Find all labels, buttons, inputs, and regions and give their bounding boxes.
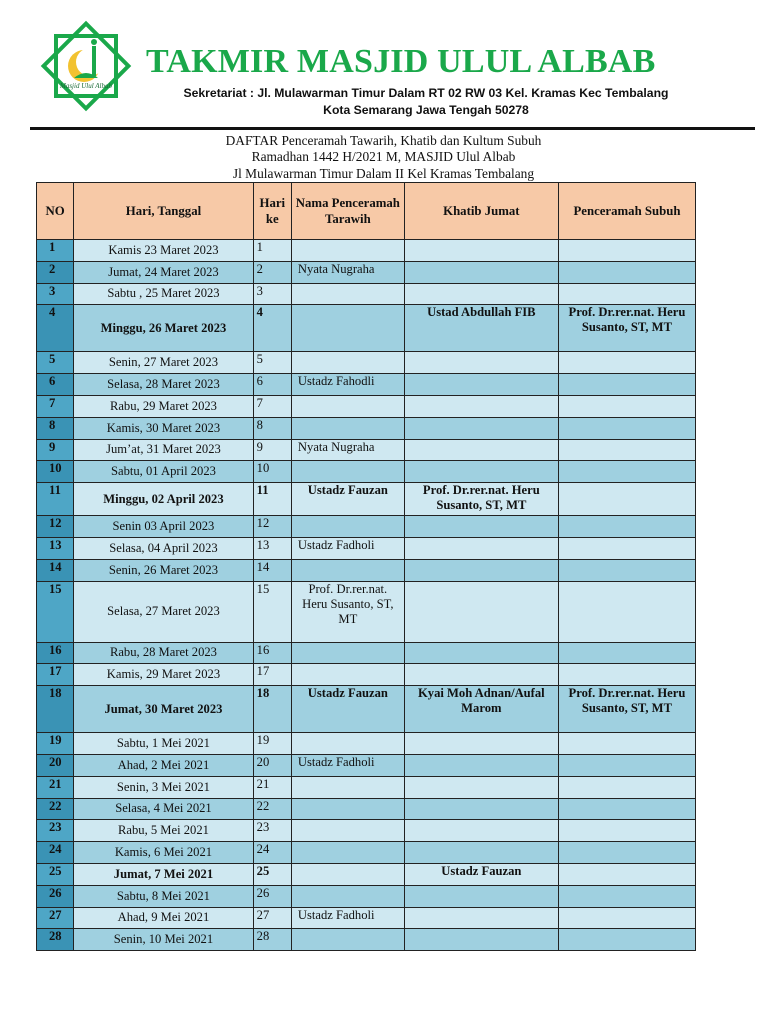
table-row — [37, 537, 696, 559]
cell-date: Kamis 23 Maret 2023 — [74, 240, 253, 262]
cell-tarawih — [291, 417, 404, 439]
cell-no: 7 — [37, 395, 74, 417]
table-row — [37, 686, 696, 733]
cell-day-number: 17 — [253, 664, 291, 686]
cell-day-number: 1 — [253, 240, 291, 262]
cell-khatib — [404, 559, 558, 581]
cell-no: 3 — [37, 283, 74, 305]
cell-khatib — [404, 261, 558, 283]
table-row — [37, 642, 696, 664]
cell-tarawih: Ustadz Fadholi — [291, 537, 404, 559]
cell-date: Selasa, 27 Maret 2023 — [74, 581, 253, 642]
cell-no: 24 — [37, 842, 74, 864]
cell-date: Selasa, 28 Maret 2023 — [74, 374, 253, 396]
cell-subuh — [558, 842, 695, 864]
cell-subuh — [558, 439, 695, 461]
cell-date: Rabu, 28 Maret 2023 — [74, 642, 253, 664]
column-header-day-number: Hari ke — [253, 183, 291, 240]
table-row — [37, 461, 696, 483]
cell-tarawih: Nyata Nugraha — [291, 261, 404, 283]
cell-no: 28 — [37, 929, 74, 951]
heading-line-1: DAFTAR Penceramah Tawarih, Khatib dan Kultum Subuh — [225, 133, 542, 148]
cell-day-number: 20 — [253, 754, 291, 776]
cell-tarawih — [291, 395, 404, 417]
cell-date: Ahad, 2 Mei 2021 — [74, 754, 253, 776]
cell-khatib — [404, 240, 558, 262]
table-row — [37, 395, 696, 417]
table-row — [37, 820, 696, 842]
cell-no: 5 — [37, 352, 74, 374]
heading-line-3: Jl Mulawarman Timur Dalam II Kel Kramas Tembalang — [232, 165, 535, 181]
cell-subuh — [558, 885, 695, 907]
cell-date: Kamis, 30 Maret 2023 — [74, 417, 253, 439]
heading-line-2: Ramadhan 1442 H/2021 M, MASJID Ulul Albab — [251, 149, 516, 165]
cell-no: 27 — [37, 907, 74, 929]
cell-khatib — [404, 417, 558, 439]
cell-day-number: 11 — [253, 483, 291, 516]
cell-no: 16 — [37, 642, 74, 664]
cell-date: Senin 03 April 2023 — [74, 516, 253, 538]
star-emblem-icon — [40, 20, 132, 112]
cell-tarawih — [291, 820, 404, 842]
cell-date: Sabtu, 1 Mei 2021 — [74, 733, 253, 755]
cell-khatib — [404, 395, 558, 417]
cell-tarawih — [291, 461, 404, 483]
cell-subuh — [558, 798, 695, 820]
cell-no: 1 — [37, 240, 74, 262]
cell-date: Kamis, 29 Maret 2023 — [74, 664, 253, 686]
cell-day-number: 19 — [253, 733, 291, 755]
cell-khatib — [404, 352, 558, 374]
table-row — [37, 929, 696, 951]
cell-tarawih — [291, 664, 404, 686]
cell-day-number: 2 — [253, 261, 291, 283]
cell-date: Rabu, 29 Maret 2023 — [74, 395, 253, 417]
cell-day-number: 25 — [253, 863, 291, 885]
cell-no: 2 — [37, 261, 74, 283]
schedule-table — [36, 182, 696, 951]
cell-tarawih — [291, 798, 404, 820]
cell-day-number: 15 — [253, 581, 291, 642]
cell-no: 18 — [37, 686, 74, 733]
cell-tarawih — [291, 863, 404, 885]
cell-subuh — [558, 664, 695, 686]
cell-tarawih: Ustadz Fadholi — [291, 907, 404, 929]
cell-day-number: 14 — [253, 559, 291, 581]
table-row — [37, 754, 696, 776]
cell-day-number: 16 — [253, 642, 291, 664]
cell-day-number: 8 — [253, 417, 291, 439]
table-row — [37, 352, 696, 374]
page-title: TAKMIR MASJID ULUL ALBAB — [146, 43, 656, 80]
cell-subuh — [558, 516, 695, 538]
cell-khatib — [404, 374, 558, 396]
cell-day-number: 18 — [253, 686, 291, 733]
cell-no: 4 — [37, 305, 74, 352]
cell-khatib — [404, 537, 558, 559]
cell-subuh — [558, 352, 695, 374]
cell-subuh — [558, 581, 695, 642]
cell-khatib — [404, 754, 558, 776]
cell-khatib: Prof. Dr.rer.nat. Heru Susanto, ST, MT — [404, 483, 558, 516]
cell-day-number: 7 — [253, 395, 291, 417]
cell-no: 13 — [37, 537, 74, 559]
table-row — [37, 305, 696, 352]
address-line-2: Kota Semarang Jawa Tengah 50278 — [323, 103, 529, 117]
cell-day-number: 24 — [253, 842, 291, 864]
cell-day-number: 12 — [253, 516, 291, 538]
cell-day-number: 27 — [253, 907, 291, 929]
column-header-tarawih: Nama Penceramah Tarawih — [291, 183, 404, 240]
table-row — [37, 417, 696, 439]
cell-subuh: Prof. Dr.rer.nat. Heru Susanto, ST, MT — [558, 686, 695, 733]
cell-subuh — [558, 863, 695, 885]
header-divider — [30, 127, 755, 130]
cell-no: 23 — [37, 820, 74, 842]
table-row — [37, 581, 696, 642]
cell-no: 19 — [37, 733, 74, 755]
table-row — [37, 885, 696, 907]
cell-date: Rabu, 5 Mei 2021 — [74, 820, 253, 842]
cell-date: Senin, 10 Mei 2021 — [74, 929, 253, 951]
cell-tarawih — [291, 842, 404, 864]
cell-khatib — [404, 842, 558, 864]
cell-date: Minggu, 02 April 2023 — [74, 483, 253, 516]
cell-tarawih — [291, 642, 404, 664]
cell-khatib: Ustadz Fauzan — [404, 863, 558, 885]
table-row — [37, 240, 696, 262]
cell-tarawih — [291, 283, 404, 305]
cell-date: Minggu, 26 Maret 2023 — [74, 305, 253, 352]
table-row — [37, 907, 696, 929]
cell-subuh — [558, 417, 695, 439]
cell-subuh — [558, 754, 695, 776]
cell-date: Kamis, 6 Mei 2021 — [74, 842, 253, 864]
cell-tarawih: Ustadz Fadholi — [291, 754, 404, 776]
cell-no: 22 — [37, 798, 74, 820]
cell-day-number: 22 — [253, 798, 291, 820]
cell-khatib — [404, 907, 558, 929]
table-row — [37, 798, 696, 820]
cell-subuh — [558, 283, 695, 305]
cell-day-number: 21 — [253, 776, 291, 798]
cell-tarawih: Ustadz Fahodli — [291, 374, 404, 396]
cell-date: Sabtu, 01 April 2023 — [74, 461, 253, 483]
cell-khatib — [404, 664, 558, 686]
cell-tarawih: Ustadz Fauzan — [291, 483, 404, 516]
cell-no: 17 — [37, 664, 74, 686]
table-body — [37, 240, 696, 951]
cell-khatib — [404, 733, 558, 755]
cell-tarawih — [291, 516, 404, 538]
table-row — [37, 261, 696, 283]
cell-khatib: Ustad Abdullah FIB — [404, 305, 558, 352]
cell-khatib — [404, 885, 558, 907]
cell-subuh — [558, 642, 695, 664]
cell-no: 21 — [37, 776, 74, 798]
cell-khatib — [404, 439, 558, 461]
cell-tarawih — [291, 352, 404, 374]
table-row — [37, 483, 696, 516]
cell-date: Sabtu , 25 Maret 2023 — [74, 283, 253, 305]
logo-caption: Masjid Ulul Albab — [60, 82, 112, 90]
cell-khatib — [404, 642, 558, 664]
cell-subuh: Prof. Dr.rer.nat. Heru Susanto, ST, MT — [558, 305, 695, 352]
cell-subuh — [558, 461, 695, 483]
table-row — [37, 374, 696, 396]
column-header-khatib: Khatib Jumat — [404, 183, 558, 240]
cell-no: 11 — [37, 483, 74, 516]
cell-no: 12 — [37, 516, 74, 538]
cell-no: 15 — [37, 581, 74, 642]
cell-date: Senin, 3 Mei 2021 — [74, 776, 253, 798]
cell-no: 25 — [37, 863, 74, 885]
table-row — [37, 776, 696, 798]
cell-subuh — [558, 929, 695, 951]
cell-khatib — [404, 820, 558, 842]
cell-date: Senin, 27 Maret 2023 — [74, 352, 253, 374]
cell-date: Selasa, 4 Mei 2021 — [74, 798, 253, 820]
cell-no: 20 — [37, 754, 74, 776]
cell-date: Senin, 26 Maret 2023 — [74, 559, 253, 581]
cell-no: 14 — [37, 559, 74, 581]
cell-no: 10 — [37, 461, 74, 483]
cell-no: 6 — [37, 374, 74, 396]
table-row — [37, 516, 696, 538]
column-header-no: NO — [37, 183, 74, 240]
address-line-1: Sekretariat : Jl. Mulawarman Timur Dalam RT 02 RW 03 Kel. Kramas Kec Tembalang — [183, 86, 669, 100]
cell-date: Jumat, 30 Maret 2023 — [74, 686, 253, 733]
table-row — [37, 863, 696, 885]
cell-tarawih — [291, 929, 404, 951]
cell-khatib — [404, 516, 558, 538]
cell-subuh — [558, 776, 695, 798]
cell-tarawih: Ustadz Fauzan — [291, 686, 404, 733]
cell-day-number: 3 — [253, 283, 291, 305]
cell-date: Sabtu, 8 Mei 2021 — [74, 885, 253, 907]
cell-khatib — [404, 776, 558, 798]
cell-day-number: 13 — [253, 537, 291, 559]
cell-date: Jumat, 7 Mei 2021 — [74, 863, 253, 885]
cell-day-number: 5 — [253, 352, 291, 374]
cell-tarawih — [291, 305, 404, 352]
cell-day-number: 10 — [253, 461, 291, 483]
cell-subuh — [558, 483, 695, 516]
cell-tarawih — [291, 559, 404, 581]
cell-tarawih — [291, 885, 404, 907]
table-row — [37, 733, 696, 755]
cell-date: Ahad, 9 Mei 2021 — [74, 907, 253, 929]
table-row — [37, 842, 696, 864]
cell-day-number: 4 — [253, 305, 291, 352]
cell-tarawih — [291, 240, 404, 262]
cell-date: Jumat, 24 Maret 2023 — [74, 261, 253, 283]
cell-khatib — [404, 798, 558, 820]
cell-subuh — [558, 559, 695, 581]
cell-khatib: Kyai Moh Adnan/Aufal Marom — [404, 686, 558, 733]
cell-subuh — [558, 907, 695, 929]
cell-subuh — [558, 733, 695, 755]
cell-day-number: 9 — [253, 439, 291, 461]
cell-day-number: 6 — [253, 374, 291, 396]
cell-subuh — [558, 395, 695, 417]
cell-no: 9 — [37, 439, 74, 461]
cell-tarawih: Nyata Nugraha — [291, 439, 404, 461]
cell-subuh — [558, 820, 695, 842]
cell-day-number: 23 — [253, 820, 291, 842]
cell-tarawih: Prof. Dr.rer.nat. Heru Susanto, ST, MT — [291, 581, 404, 642]
cell-subuh — [558, 374, 695, 396]
cell-tarawih — [291, 733, 404, 755]
cell-date: Selasa, 04 April 2023 — [74, 537, 253, 559]
cell-date: Jum’at, 31 Maret 2023 — [74, 439, 253, 461]
cell-khatib — [404, 461, 558, 483]
table-header-row — [37, 183, 696, 240]
cell-khatib — [404, 581, 558, 642]
document-heading — [36, 133, 731, 182]
column-header-date: Hari, Tanggal — [74, 183, 253, 240]
cell-no: 8 — [37, 417, 74, 439]
table-row — [37, 283, 696, 305]
table-row — [37, 559, 696, 581]
table-row — [37, 664, 696, 686]
cell-subuh — [558, 240, 695, 262]
cell-subuh — [558, 537, 695, 559]
cell-khatib — [404, 283, 558, 305]
cell-khatib — [404, 929, 558, 951]
column-header-subuh: Penceramah Subuh — [558, 183, 695, 240]
cell-tarawih — [291, 776, 404, 798]
cell-subuh — [558, 261, 695, 283]
mosque-logo — [40, 20, 132, 112]
cell-day-number: 26 — [253, 885, 291, 907]
cell-no: 26 — [37, 885, 74, 907]
cell-day-number: 28 — [253, 929, 291, 951]
table-row — [37, 439, 696, 461]
